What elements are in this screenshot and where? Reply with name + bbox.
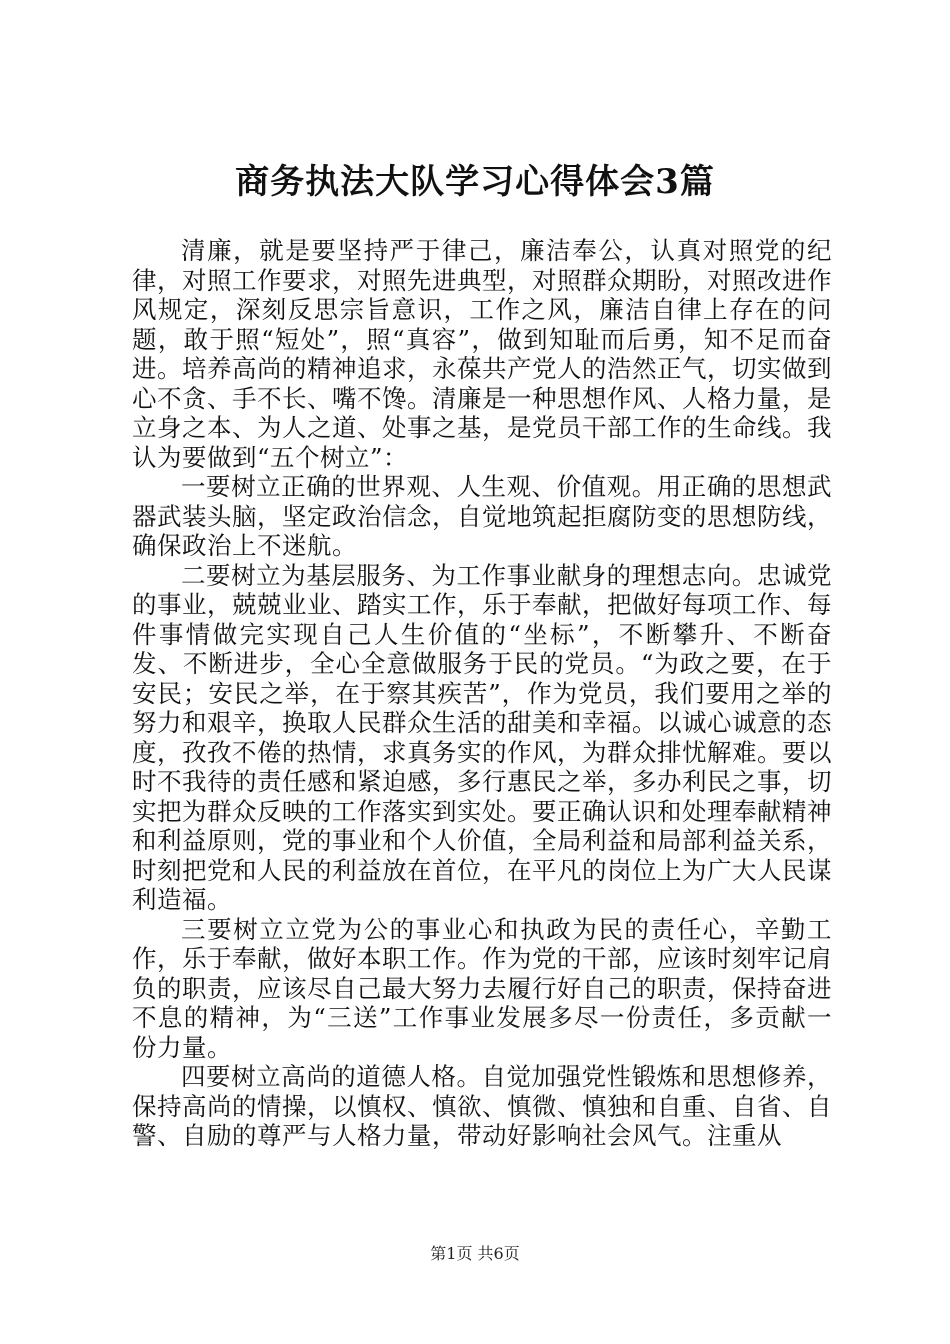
paragraph-intro: 清廉，就是要坚持严于律己，廉洁奉公，认真对照党的纪律，对照工作要求，对照先进典型，对照群众期盼，对照改进作风规定，深刻反思宗旨意识，工作之风，廉洁自律上存在的问题，敢于照“短处”，照“真容”，做到知耻而后勇，知不足而奋进。培养高尚的精神追求，永葆共产党人的浩然正气，切实做到心不贪、手不长、嘴不馋。清廉是一种思想作风、人格力量，是立身之本、为人之道、处事之基，是党员干部工作的生命线。我认为要做到“五个树立”：: [132, 236, 832, 472]
document-title: 商务执法大队学习心得体会3篇: [235, 162, 715, 202]
paragraph-point-1: 一要树立正确的世界观、人生观、价值观。用正确的思想武器武装头脑，坚定政治信念，自觉地筑起拒腐防变的思想防线，确保政治上不迷航。: [132, 472, 832, 560]
paragraph-point-4: 四要树立高尚的道德人格。自觉加强党性锻炼和思想修养，保持高尚的情操，以慎权、慎欲、慎微、慎独和自重、自省、自警、自励的尊严与人格力量，带动好影响社会风气。注重从: [132, 1062, 832, 1150]
paragraph-point-2: 二要树立为基层服务、为工作事业献身的理想志向。忠诚党的事业，兢兢业业、踏实工作，乐于奉献，把做好每项工作、每件事情做完实现自己人生价值的“坐标”，不断攀升、不断奋发、不断进步，全心全意做服务于民的党员。“为政之要，在于安民；安民之举，在于察其疾苦”，作为党员，我们要用之举的努力和艰辛，换取人民群众生活的甜美和幸福。以诚心诚意的态度，孜孜不倦的热情，求真务实的作风，为群众排忧解难。要以时不我待的责任感和紧迫感，多行惠民之举，多办利民之事，切实把为群众反映的工作落实到实处。要正确认识和处理奉献精神和利益原则，党的事业和个人价值，全局利益和局部利益关系，时刻把党和人民的利益放在首位，在平凡的岗位上为广大人民谋利造福。: [132, 560, 832, 914]
document-body: [132, 236, 832, 1151]
paragraph-point-3: 三要树立立党为公的事业心和执政为民的责任心，辛勤工作，乐于奉献，做好本职工作。作为党的干部，应该时刻牢记肩负的职责，应该尽自己最大努力去履行好自己的职责，保持奋进不息的精神，为“三送”工作事业发展多尽一份责任，多贡献一份力量。: [132, 914, 832, 1062]
page-footer: 第1页 共6页: [430, 1244, 520, 1263]
